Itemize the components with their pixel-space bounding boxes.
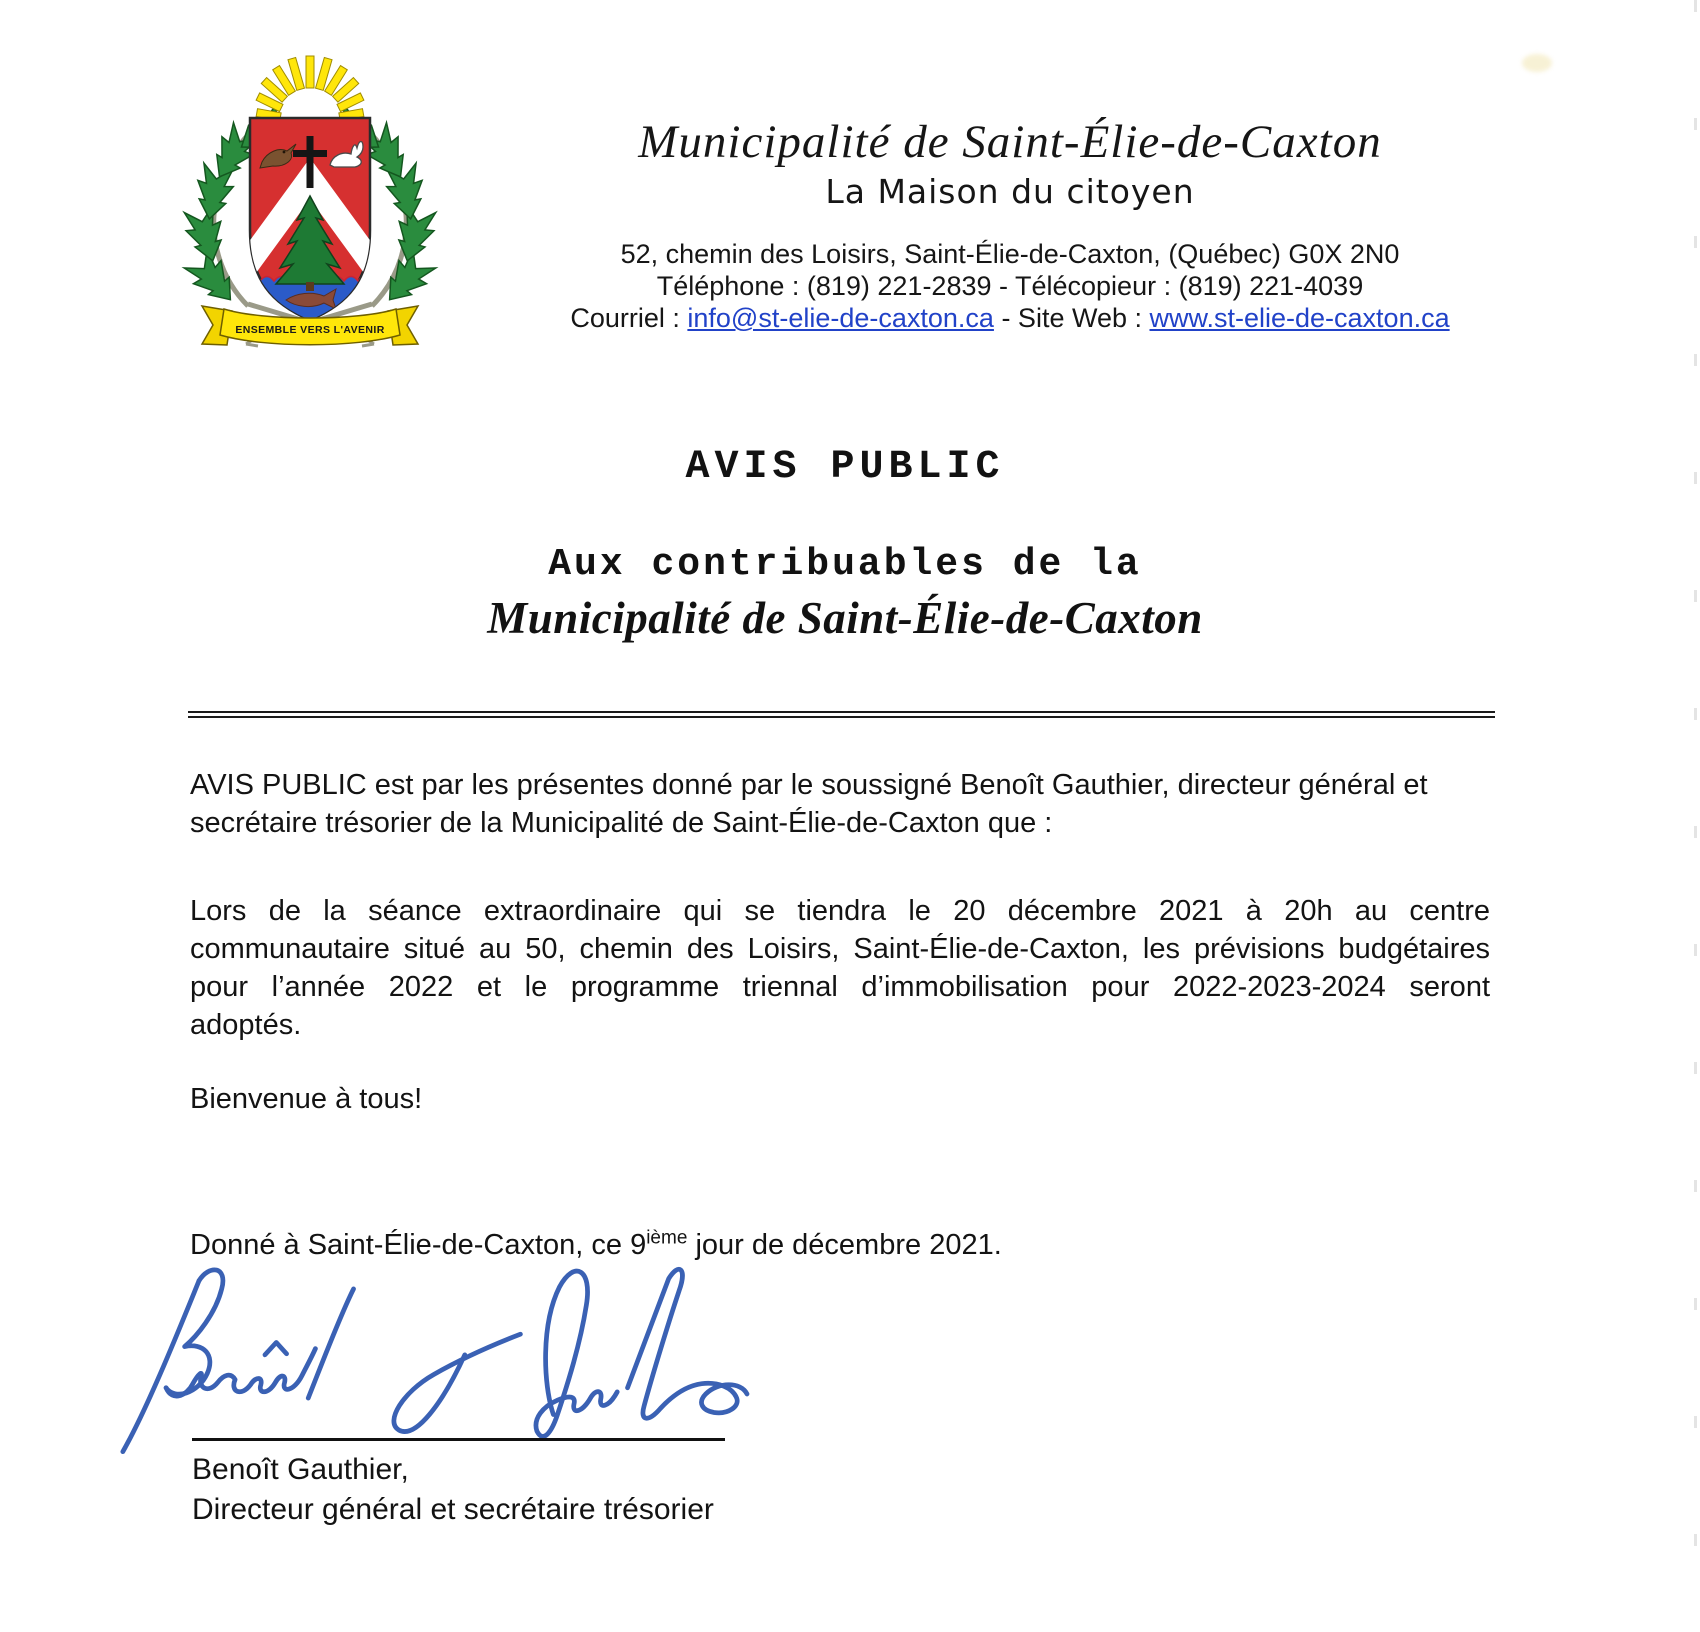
body-text-line: Lors de la séance extraordinaire qui se tiendra le 20 décembre 2021 à 20h au centre <box>190 895 1490 927</box>
coat-of-arms-icon <box>160 48 460 358</box>
given-suffix: jour de décembre 2021. <box>687 1229 1002 1261</box>
email-link[interactable]: info@st-elie-de-caxton.ca <box>687 303 994 333</box>
given-prefix: Donné à Saint-Élie-de-Caxton, ce 9 <box>190 1229 647 1261</box>
contact-block <box>540 238 1480 334</box>
letterhead <box>540 114 1480 334</box>
web-label: - Site Web : <box>993 303 1150 333</box>
body-text-line: secrétaire trésorier de la Municipalité de Saint-Élie-de-Caxton que : <box>190 807 1053 839</box>
handwritten-signature <box>108 1258 768 1464</box>
body-text-line: adoptés. <box>190 1009 302 1041</box>
signer-name: Benoît Gauthier, <box>192 1453 409 1486</box>
body-text-line: AVIS PUBLIC est par les présentes donné par le soussigné Benoît Gauthier, directeur général et <box>190 769 1428 801</box>
building-name: La Maison du citoyen <box>825 172 1195 211</box>
body-text-line: pour l’année 2022 et le programme triennal d’immobilisation pour 2022-2023-2024 seront <box>190 971 1490 1003</box>
sun-rays-icon <box>256 56 364 121</box>
signature-line <box>192 1438 725 1441</box>
website-link[interactable]: www.st-elie-de-caxton.ca <box>1149 303 1450 333</box>
municipal-coat-of-arms <box>160 48 460 360</box>
scan-speck-artifact <box>1522 54 1552 72</box>
body-text-line: communautaire situé au 50, chemin des Loisirs, Saint-Élie-de-Caxton, les prévisions budgétaires <box>190 933 1490 965</box>
notice-title-block <box>185 445 1505 643</box>
scan-edge-artifact <box>1694 0 1697 1632</box>
welcome-line: Bienvenue à tous! <box>190 1083 423 1115</box>
notice-title: AVIS PUBLIC <box>685 445 1005 490</box>
notice-subtitle: Aux contribuables de la <box>548 543 1142 586</box>
notice-municipality: Municipalité de Saint-Élie-de-Caxton <box>487 593 1203 643</box>
email-label: Courriel : <box>570 303 688 333</box>
given-ordinal-sup: ième <box>646 1227 688 1249</box>
paragraph-intro <box>190 766 1490 842</box>
email-web-line <box>540 302 1480 334</box>
address-line: 52, chemin des Loisirs, Saint-Élie-de-Caxton, (Québec) G0X 2N0 <box>620 239 1400 269</box>
paragraph-session <box>190 892 1490 1044</box>
phone-line: Téléphone : (819) 221-2839 - Télécopieur : (819) 221-4039 <box>656 271 1364 301</box>
signer-block <box>192 1450 714 1530</box>
motto-text: ENSEMBLE VERS L'AVENIR <box>235 324 385 336</box>
municipality-name: Municipalité de Saint-Élie-de-Caxton <box>638 116 1382 168</box>
tree-trunk <box>306 282 314 291</box>
horizontal-rule <box>188 711 1495 718</box>
signer-title: Directeur général et secrétaire trésorier <box>192 1493 714 1526</box>
notice-body <box>190 766 1490 1264</box>
